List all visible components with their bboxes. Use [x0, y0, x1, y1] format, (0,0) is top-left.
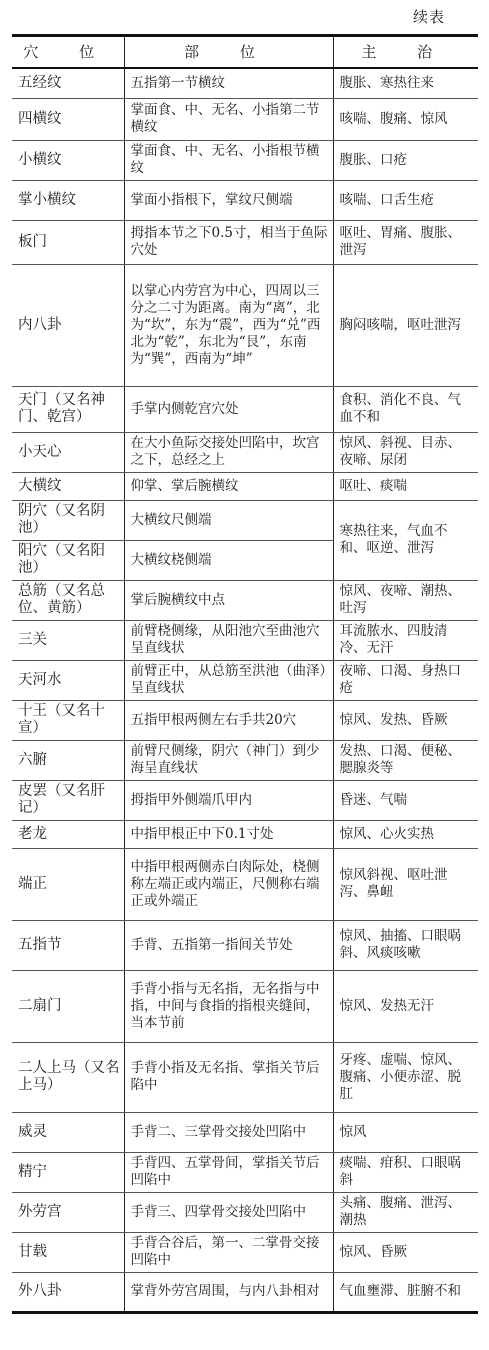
table-row — [12, 660, 478, 700]
point-indication: 惊风 — [333, 1112, 478, 1152]
table-row — [12, 970, 478, 1042]
point-indication: 呕吐、痰喘 — [333, 472, 478, 500]
point-location: 手背四、五掌骨间，掌指关节后凹陷中 — [124, 1152, 333, 1192]
point-name: 五指节 — [12, 920, 124, 970]
point-name: 小横纹 — [12, 140, 124, 180]
point-location: 仰掌、掌后腕横纹 — [124, 472, 333, 500]
point-location: 五指第一节横纹 — [124, 68, 333, 98]
header-row — [12, 36, 478, 69]
point-location: 在大小鱼际交接处凹陷中，坎宫之下，总经之上 — [124, 432, 333, 472]
point-name: 皮罢（又名肝记） — [12, 780, 124, 820]
point-location: 手背、五指第一指间关节处 — [124, 920, 333, 970]
point-name: 掌小横纹 — [12, 180, 124, 220]
table-row — [12, 220, 478, 264]
point-name: 大横纹 — [12, 472, 124, 500]
point-location: 掌面食、中、无名、小指根节横纹 — [124, 140, 333, 180]
point-name: 外劳宫 — [12, 1192, 124, 1232]
table-row — [12, 780, 478, 820]
point-location: 手背二、三掌骨交接处凹陷中 — [124, 1112, 333, 1152]
point-indication: 昏迷、气喘 — [333, 780, 478, 820]
table-row — [12, 180, 478, 220]
table-row — [12, 1152, 478, 1192]
point-name: 老龙 — [12, 820, 124, 848]
table-row — [12, 700, 478, 740]
point-indication: 气血壅滞、脏腑不和 — [333, 1272, 478, 1312]
point-location: 大横纹尺侧端 — [124, 500, 333, 540]
point-name: 甘载 — [12, 1232, 124, 1272]
table-row — [12, 472, 478, 500]
table-row — [12, 264, 478, 386]
table-body — [12, 68, 478, 1312]
point-indication: 咳喘、腹痛、惊风 — [333, 98, 478, 140]
point-indication: 惊风、发热无汗 — [333, 970, 478, 1042]
point-name: 四横纹 — [12, 98, 124, 140]
point-indication: 惊风、心火实热 — [333, 820, 478, 848]
table-row — [12, 920, 478, 970]
point-name: 阳穴（又名阳池） — [12, 540, 124, 580]
point-indication: 牙疼、虚喘、惊风、腹痛、小便赤涩、脱肛 — [333, 1042, 478, 1112]
point-indication: 惊风、斜视、目赤、夜啼、尿闭 — [333, 432, 478, 472]
point-indication: 夜啼、口渴、身热口疮 — [333, 660, 478, 700]
point-name: 内八卦 — [12, 264, 124, 386]
table-row — [12, 1192, 478, 1232]
point-location: 以掌心内劳宫为中心，四周以三分之二寸为距离。南为“离”，北为“坎”，东为“震”，西为“兑”西北为“乾”，东北为“艮”，东南为“巽”，西南为“坤” — [124, 264, 333, 386]
point-indication: 痰喘、疳积、口眼㖞斜 — [333, 1152, 478, 1192]
point-indication: 头痛、腹痛、泄泻、潮热 — [333, 1192, 478, 1232]
point-location: 拇指甲外侧端爪甲内 — [124, 780, 333, 820]
table-row — [12, 820, 478, 848]
point-name: 二人上马（又名上马） — [12, 1042, 124, 1112]
table-row — [12, 500, 478, 540]
header-location: 部 位 — [124, 36, 333, 69]
point-location: 掌面小指根下，掌纹尺侧端 — [124, 180, 333, 220]
point-location: 手背合谷后，第一、二掌骨交接凹陷中 — [124, 1232, 333, 1272]
table-header — [12, 36, 478, 69]
point-name: 端正 — [12, 848, 124, 920]
table-row — [12, 68, 478, 98]
point-indication: 食积、消化不良、气血不和 — [333, 386, 478, 432]
point-name: 三关 — [12, 620, 124, 660]
point-indication: 惊风、夜啼、潮热、吐泻 — [333, 580, 478, 620]
point-name: 五经纹 — [12, 68, 124, 98]
point-indication: 胸闷咳喘，呕吐泄泻 — [333, 264, 478, 386]
point-location: 中指甲根正中下0.1寸处 — [124, 820, 333, 848]
point-name: 板门 — [12, 220, 124, 264]
point-location: 五指甲根两侧左右手共20穴 — [124, 700, 333, 740]
point-indication: 惊风、抽搐、口眼㖞斜、风痰咳嗽 — [333, 920, 478, 970]
point-indication: 惊风斜视、呕吐泄泻、鼻衄 — [333, 848, 478, 920]
point-location: 手背小指与无名指，无名指与中指，中间与食指的指根夹缝间，当本节前 — [124, 970, 333, 1042]
point-name: 十王（又名十宣） — [12, 700, 124, 740]
table-row — [12, 1232, 478, 1272]
table-row — [12, 1112, 478, 1152]
point-location: 前臂尺侧缘，阴穴（神门）到少海呈直线状 — [124, 740, 333, 780]
table-row — [12, 848, 478, 920]
point-indication: 咳喘、口舌生疮 — [333, 180, 478, 220]
point-indication: 呕吐、胃痛、腹胀、泄泻 — [333, 220, 478, 264]
header-point: 穴 位 — [12, 36, 124, 69]
point-name: 威灵 — [12, 1112, 124, 1152]
table-row — [12, 140, 478, 180]
point-location: 掌面食、中、无名、小指第二节横纹 — [124, 98, 333, 140]
table-row — [12, 386, 478, 432]
point-indication: 腹胀、口疮 — [333, 140, 478, 180]
point-location: 前臂桡侧缘，从阳池穴至曲池穴呈直线状 — [124, 620, 333, 660]
point-location: 掌后腕横纹中点 — [124, 580, 333, 620]
acupoint-table — [12, 34, 478, 1314]
header-indication: 主 治 — [333, 36, 478, 69]
point-location: 拇指本节之下0.5寸，相当于鱼际穴处 — [124, 220, 333, 264]
table-row — [12, 98, 478, 140]
point-indication: 耳流脓水、四肢清冷、无汗 — [333, 620, 478, 660]
point-name: 天门（又名神门、乾宫） — [12, 386, 124, 432]
point-name: 阴穴（又名阴池） — [12, 500, 124, 540]
point-location: 前臂正中，从总筋至洪池（曲泽）呈直线状 — [124, 660, 333, 700]
point-indication: 惊风、昏厥 — [333, 1232, 478, 1272]
point-name: 天河水 — [12, 660, 124, 700]
table-row — [12, 1042, 478, 1112]
point-indication: 腹胀、寒热往来 — [333, 68, 478, 98]
table-row — [12, 580, 478, 620]
table-row — [12, 740, 478, 780]
point-name: 六腑 — [12, 740, 124, 780]
table-continued-caption: 续表 — [412, 8, 445, 26]
point-indication: 惊风、发热、昏厥 — [333, 700, 478, 740]
point-location: 手背三、四掌骨交接处凹陷中 — [124, 1192, 333, 1232]
point-location: 大横纹桡侧端 — [124, 540, 333, 580]
point-location: 手掌内侧乾宫穴处 — [124, 386, 333, 432]
table-row — [12, 620, 478, 660]
table-row — [12, 432, 478, 472]
point-location: 中指甲根两侧赤白肉际处，桡侧称左端正或内端正，尺侧称右端正或外端正 — [124, 848, 333, 920]
table-row — [12, 1272, 478, 1312]
point-name: 小天心 — [12, 432, 124, 472]
point-location: 手背小指及无名指、掌指关节后陷中 — [124, 1042, 333, 1112]
point-location: 掌背外劳宫周围，与内八卦相对 — [124, 1272, 333, 1312]
point-indication: 寒热往来，气血不和、呕逆、泄泻 — [333, 500, 478, 580]
point-name: 精宁 — [12, 1152, 124, 1192]
point-indication: 发热、口渴、便秘、腮腺炎等 — [333, 740, 478, 780]
point-name: 外八卦 — [12, 1272, 124, 1312]
point-name: 二扇门 — [12, 970, 124, 1042]
point-name: 总筋（又名总位、黄筋） — [12, 580, 124, 620]
